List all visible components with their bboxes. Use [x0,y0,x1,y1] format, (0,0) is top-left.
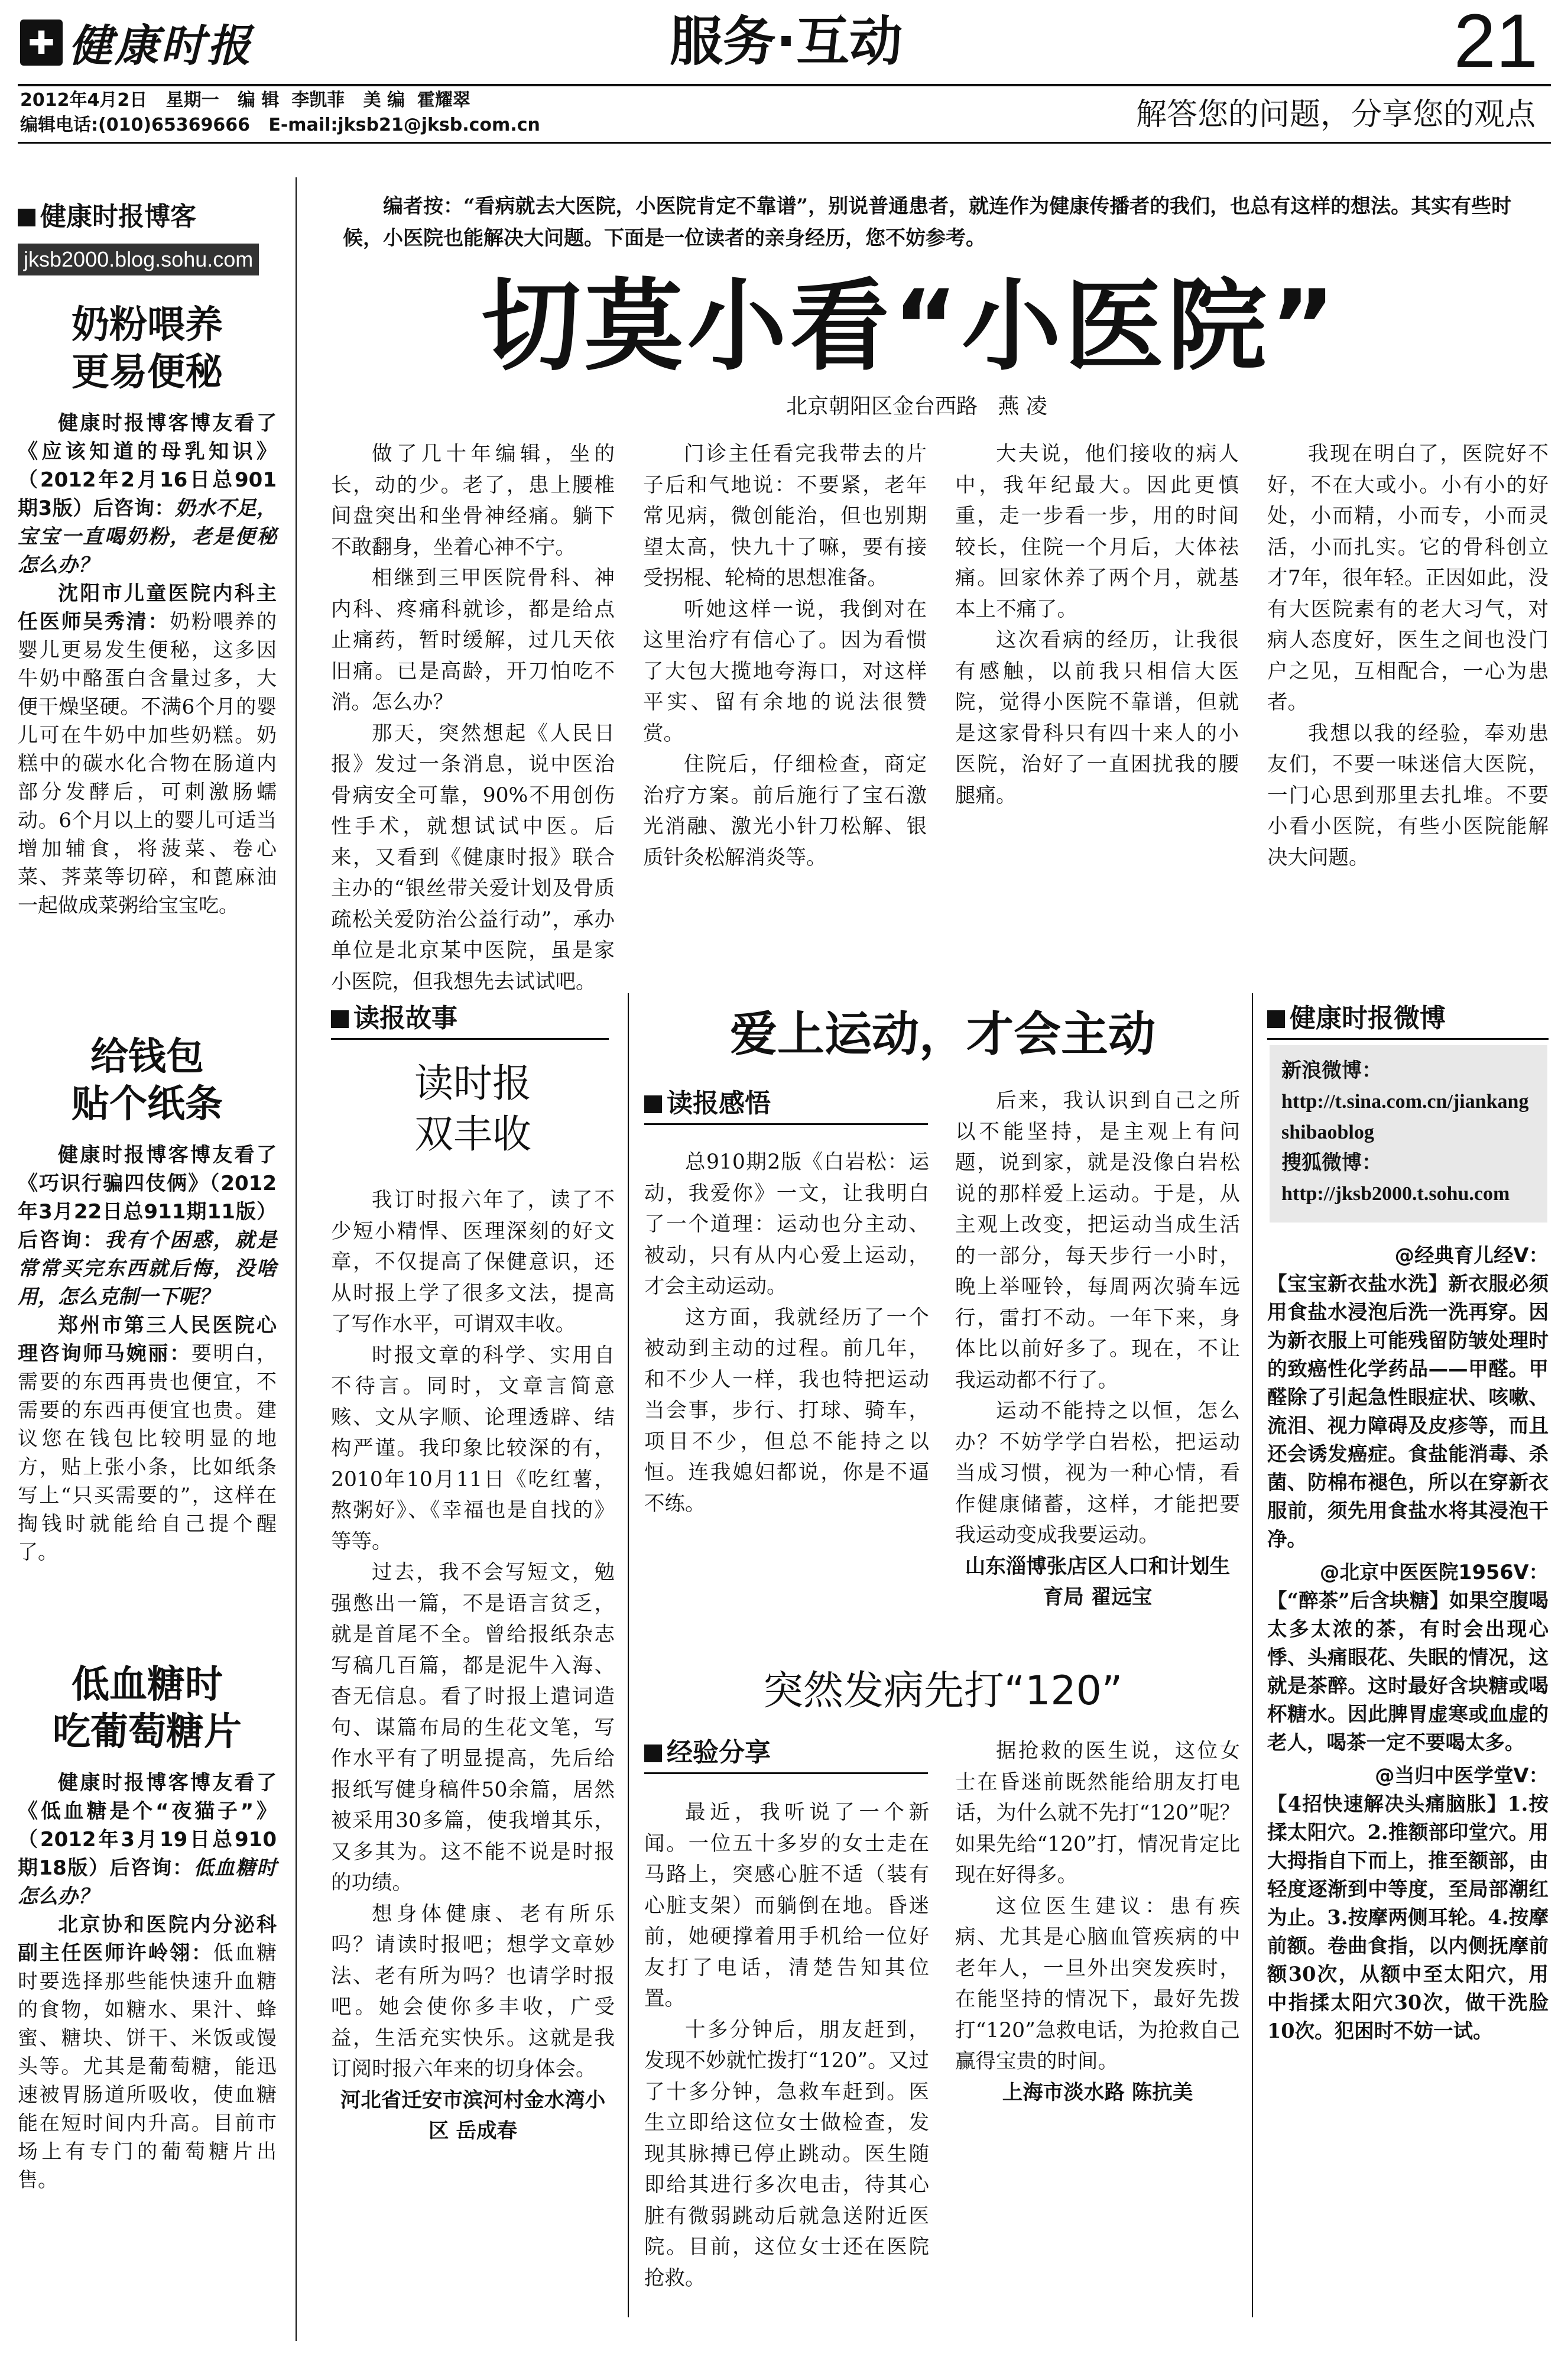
story-signature: 河北省迁安市滨河村金水湾小区 岳成春 [340,2088,606,2143]
story-paragraph: 我订时报六年了，读了不少短小精悍、医理深刻的好文章，不仅提高了保健意识，还从时报上学了很多文法，提高了写作水平，可谓双丰收。 [331,1188,615,1336]
lead-paragraph: 相继到三甲医院骨科、神内科、疼痛科就诊，都是给点止痛药，暂时缓解，过几天依旧痛。已是高龄，开刀怕吃不消。怎么办？ [331,566,615,714]
sohu-weibo-label: 搜狐微博： [1281,1152,1382,1174]
blog-item-2-question: 健康时报博客博友看了《巧识行骗四伎俩》（2012年3月22日总911期11版）后咨询： [18,1143,277,1252]
blog-url[interactable]: jksb2000.blog.sohu.com [18,244,259,275]
blog-item-2 [18,1033,277,1636]
lead-column-1 [331,439,615,994]
contact-line: 编辑电话:(010)65369666 E-mail:jksb21@jksb.com.cn [20,115,540,135]
sohu-weibo-link[interactable]: http://jksb2000.t.sohu.com [1281,1183,1510,1205]
lead-paragraph: 做了几十年编辑，坐的长，动的少。老了，患上腰椎间盘突出和坐骨神经痛。躺下不敢翻身，坐着心神不宁。 [331,442,615,559]
date-line: 2012年4月2日 星期一 编 辑 李凯菲 美 编 霍耀翠 [20,90,470,111]
lead-byline: 北京朝阳区金台西路 燕 凌 [786,394,1047,419]
weibo-posts [1267,1241,1549,2323]
editor-note: 编者按：“看病就去大医院，小医院肯定不靠谱”，别说普通患者，就连作为健康传播者的我们，也总有这样的想法。其实有些时候，小医院也能解决大问题。下面是一位读者的亲身经历，您不妨参考。 [343,194,1512,250]
sina-weibo-link[interactable]: http://t.sina.com.cn/jiankangshibaoblog [1281,1091,1529,1143]
section-title: 服务·互动 [669,11,903,73]
emergency-signature: 上海市淡水路 陈抗美 [1002,2080,1193,2105]
blog-item-3 [18,1661,277,2329]
emergency-paragraph: 据抢救的医生说，这位女士在昏迷前既然能给朋友打电话，为什么就不先打“120”呢？如果先给“120”打，情况肯定比现在好得多。 [955,1739,1240,1887]
slogan: 解答您的问题，分享您的观点 [1135,97,1536,132]
blog-item-2-title: 给钱包 贴个纸条 [72,1035,223,1126]
blog-item-2-answer: 要明白，需要的东西再贵也便宜，不需要的东西再便宜也贵。建议您在钱包比较明显的地方，贴上张小条，比如纸条写上“只买需要的”，这样在掏钱时就能给自己提个醒了。 [18,1342,277,1564]
weibo-post-body: 【“醉茶”后含块糖】如果空腹喝太多太浓的茶，有时会出现心悸、头痛眼花、失眠的情况，这就是茶醉。这时最好含块糖或喝杯糖水。因此脾胃虚寒或血虚的老人，喝茶一定不要喝太多。 [1267,1589,1549,1754]
logo-mark-icon: ✚ [20,20,63,66]
sport-paragraph: 运动不能持之以恒，怎么办？不妨学学白岩松，把运动当成习惯，视为一种心情，看作健康储蓄，这样，才能把要我运动变成我要运动。 [955,1399,1240,1547]
emergency-paragraph: 这位医生建议：患有疾病、尤其是心脑血管疾病的中老年人，一旦外出突发疾时，在能坚持的情况下，最好先拨打“120”急救电话，为抢救自己赢得宝贵的时间。 [955,1894,1240,2073]
blog-item-3-query: 低血糖时怎么办？ [18,1856,277,1908]
sport-paragraph: 这方面，我就经历了一个被动到主动的过程。前几年，和不少人一样，我也特把运动当会事，步行、打球、骑车，项目不少，但总不能持之以恒。连我媳妇都说，你是不逼不练。 [644,1305,929,1516]
blog-section-label: 健康时报博客 [18,195,278,236]
blog-item-1-title: 奶粉喂养 更易便秘 [72,303,223,394]
page-number: 21 [1453,0,1538,83]
logo-text: 健康时报 [69,21,253,72]
masthead-rule-bottom [18,142,1551,144]
blog-item-1-query: 奶水不足，宝宝一直喝奶粉，老是便秘怎么办？ [18,497,277,577]
blog-item-3-question: 健康时报博客博友看了《低血糖是个“夜猫子”》（2012年3月19日总910期18版）后咨询： [18,1771,277,1880]
lead-paragraph: 住院后，仔细检查，商定治疗方案。前后施行了宝石激光消融、激光小针刀松解、银质针灸松解消炎等。 [643,753,927,870]
weibo-links-box [1270,1045,1547,1223]
emergency-section-label: 经验分享 [644,1731,928,1774]
lead-headline: 切莫小看“小医院” [481,268,1339,384]
blog-item-1 [18,301,277,1017]
story-section-label: 读报故事 [331,997,609,1040]
weibo-post-handle[interactable]: @当归中医学堂V： [1375,1764,1549,1787]
blog-item-3-title: 低血糖时 吃葡萄糖片 [53,1662,242,1754]
lead-paragraph: 我现在明白了，医院好不好，不在大或小。小有小的好处，小而精，小而专，小而灵活，小而扎实。它的骨科创立才7年，很年轻。正因如此，没有大医院素有的老大习气，对病人态度好，医生之间也没门户之见，互相配合，一心为患者。 [1267,442,1549,714]
lead-paragraph: 这次看病的经历，让我很有感触，以前我只相信大医院，觉得小医院不靠谱，但就是这家骨科只有四十来人的小医院，治好了一直困扰我的腰腿痛。 [955,628,1239,808]
story-paragraph: 时报文章的科学、实用自不待言。同时，文章言简意赅、文从字顺、论理透辟、结构严谨。我印象比较深的有，2010年10月11日《吃红薯，熬粥好》、《幸福也是自找的》 等等。 [331,1343,615,1554]
weibo-post-body: 【宝宝新衣盐水洗】新衣服必须用食盐水浸泡后洗一洗再穿。因为新衣服上可能残留防皱处理时的致癌性化学药品——甲醛。甲醛除了引起急性眼症状、咳嗽、流泪、视力障碍及皮疹等，而且还会诱发癌症。食盐能消毒、杀菌、防棉布褪色，所以在穿新衣服前，须先用食盐水将其浸泡干净。 [1267,1272,1549,1551]
blog-item-2-query: 我有个困惑，就是常常买完东西就后悔，没啥用，怎么克制一下呢？ [18,1228,277,1309]
story-body [331,1185,615,2308]
lead-column-2 [643,439,927,981]
blog-item-1-expert: 沈阳市儿童医院内科主任医师吴秀清： [18,582,277,634]
story-title: 读时报 双丰收 [414,1061,531,1157]
lead-column-3 [955,439,1239,981]
sina-weibo-label: 新浪微博： [1281,1060,1382,1082]
emergency-paragraph: 最近，我听说了一个新闻。一位五十多岁的女士走在马路上，突感心脏不适（装有心脏支架）而躺倒在地。昏迷前，她硬撑着用手机给一位好友打了电话，清楚告知其位置。 [644,1801,929,2011]
weibo-post-handle[interactable]: @北京中医医院1956V： [1319,1561,1549,1584]
column-divider [628,993,629,2317]
story-paragraph: 想身体健康、老有所乐吗？请读时报吧；想学文章妙法、老有所为吗？也请学时报吧。她会使你多丰收，广受益，生活充实快乐。这就是我订阅时报六年来的切身体会。 [331,1902,615,2081]
sport-signature: 山东淄博张店区人口和计划生育局 翟远宝 [965,1554,1231,1609]
emergency-column-2 [955,1736,1240,2317]
story-paragraph: 过去，我不会写短文，勉强憋出一篇，不是语言贫乏，就是首尾不全。曾给报纸杂志写稿几百篇，都是泥牛入海、杳无信息。看了时报上遣词造句、谋篇布局的生花文笔，写作水平有了明显提高，先后给报纸写健身稿件50余篇，居然被采用30多篇，使我增其乐，又多其为。这不能不说是时报的功绩。 [331,1561,615,1895]
masthead-rule [18,84,1551,86]
logo [20,15,253,70]
sidebar-divider [296,177,297,2341]
blog-item-3-answer: 低血糖时要选择那些能快速升血糖的食物，如糖水、果汁、蜂蜜、糖块、饼干、米饭或馒头等。尤其是葡萄糖，能迅速被胃肠道所吸收，使血糖能在短时间内升高。目前市场上有专门的葡萄糖片出售。 [18,1941,277,2192]
sport-headline: 爱上运动，才会主动 [730,1007,1155,1062]
lead-paragraph: 我想以我的经验，奉劝患友们，不要一味迷信大医院，一门心思到那里去扎堆。不要小看小医院，有些小医院能解决大问题。 [1267,721,1549,870]
emergency-headline: 突然发病先打“120” [762,1668,1123,1714]
weibo-post-body: 【4招快速解决头痛脑胀】1.按揉太阳穴。2.推额部印堂穴。用大拇指自下而上，推至额部，由轻度逐渐到中等度，至局部潮红为止。3.按摩两侧耳轮。4.按摩前额。卷曲食指，以内侧抚摩前额30次，从额中至太阳穴，用中指揉太阳穴30次，做干洗脸10次。犯困时不妨一试。 [1267,1792,1549,2042]
weibo-section-label: 健康时报微博 [1267,997,1549,1040]
emergency-paragraph: 十多分钟后，朋友赶到，发现不妙就忙拨打“120”。又过了十多分钟，急救车赶到。医生立即给这位女士做检查，发现其脉搏已停止跳动。医生随即给其进行多次电击，待其心脏有微弱跳动后就急送附近医院。目前，这位女士还在医院抢救。 [644,2018,929,2290]
sport-column-1 [644,1147,929,1643]
emergency-column-1 [644,1797,929,2317]
sport-paragraph: 总910期2版《白岩松：运动，我爱你》一文，让我明白了一个道理：运动也分主动、被动，只有从内心爱上运动，才会主动运动。 [644,1150,929,1298]
sport-section-label: 读报感悟 [644,1082,928,1125]
column-divider [1252,993,1253,2317]
sport-paragraph: 后来，我认识到自己之所以不能坚持，是主观上有问题，说到家，就是没像白岩松说的那样爱上运动。于是，从主观上改变，把运动当成生活的一部分，每天步行一小时，晚上举哑铃，每周两次骑车远行，雷打不动。一年下来，身体比以前好多了。现在，不让我运动都不行了。 [955,1089,1240,1392]
masthead [0,0,1558,148]
blog-item-2-expert: 郑州市第三人民医院心理咨询师马婉丽： [18,1314,277,1366]
lead-column-4 [1267,439,1549,981]
lead-paragraph: 那天，突然想起《人民日报》发过一条消息，说中医治骨病安全可靠，90%不用创伤性手术，就想试试中医。后来，又看到《健康时报》联合主办的“银丝带关爱计划及骨质疏松关爱防治公益行动”，承办单位是北京某中医院，虽是家小医院，但我想先去试试吧。 [331,721,615,994]
blog-item-3-expert: 北京协和医院内分泌科副主任医师许岭翎： [18,1913,277,1965]
blog-item-1-question: 健康时报博客博友看了《应该知道的母乳知识》（2012年2月16日总901期3版）后咨询： [18,411,277,520]
sport-column-2 [955,1085,1240,1643]
blog-item-1-answer: 奶粉喂养的婴儿更易发生便秘，这多因牛奶中酪蛋白含量过多，大便干燥坚硬。不满6个月的婴儿可在牛奶中加些奶糕。奶糕中的碳水化合物在肠道内部分发酵后，可刺激肠蠕动。6个月以上的婴儿可适当增加辅食，将菠菜、卷心菜、荠菜等切碎，和蓖麻油一起做成菜粥给宝宝吃。 [18,610,277,917]
weibo-post-handle[interactable]: @经典育儿经V： [1394,1244,1549,1267]
lead-paragraph: 听她这样一说，我倒对在这里治疗有信心了。因为看惯了大包大揽地夸海口，对这样平实、留有余地的说法很赞赏。 [643,597,927,745]
blog-header [18,195,278,275]
lead-paragraph: 门诊主任看完我带去的片子后和气地说：不要紧，老年常见病，微创能治，但也别期望太高，快九十了嘛，要有接受拐棍、轮椅的思想准备。 [643,442,927,590]
lead-paragraph: 大夫说，他们接收的病人中，我年纪最大。因此更慎重，走一步看一步，用的时间较长，住院一个月后，大体祛痛。回家休养了两个月，就基本上不痛了。 [955,442,1239,621]
